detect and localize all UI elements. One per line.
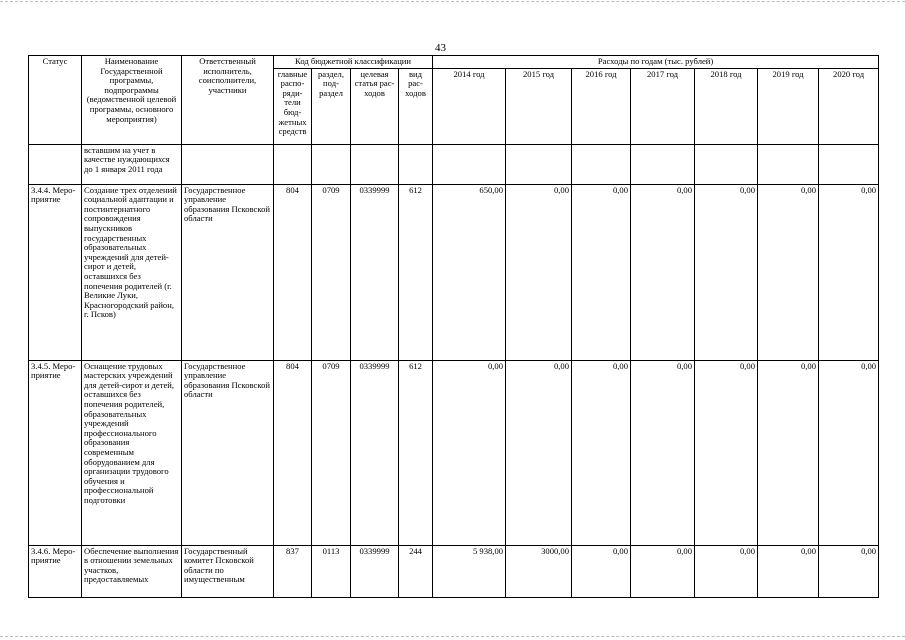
header-year-2017: 2017 год — [631, 68, 695, 144]
header-year-2020: 2020 год — [819, 68, 879, 144]
cell-status: 3.4.5. Меро-приятие — [29, 360, 82, 545]
table-row — [29, 360, 879, 545]
cell-name: Оснащение трудовых мастерских учреждений для детей-сирот и детей, оставшихся без попечения родителей, образовательных учреждений профессионального образования современным оборудованием для организации трудового обучения и профессиональной подготовки — [82, 360, 182, 545]
scan-edge-top — [0, 1, 905, 3]
header-status: Статус — [29, 56, 82, 145]
cell-2020 — [819, 144, 879, 184]
header-expenses: Расходы по годам (тыс. рублей) — [433, 56, 879, 69]
header-year-2019: 2019 год — [758, 68, 819, 144]
cell-code-article: 0339999 — [351, 545, 399, 597]
cell-code-section — [312, 144, 351, 184]
cell-executor — [182, 144, 274, 184]
header-code-article: целевая статья рас-ходов — [351, 68, 399, 144]
cell-2014: 0,00 — [433, 360, 506, 545]
header-code-grbs: главные распо-ряди-тели бюд-жетных средств — [274, 68, 312, 144]
cell-code-type: 612 — [399, 184, 433, 360]
cell-2014: 5 938,00 — [433, 545, 506, 597]
cell-status: 3.4.6. Меро-приятие — [29, 545, 82, 597]
cell-2015: 0,00 — [506, 360, 572, 545]
cell-code-grbs: 804 — [274, 184, 312, 360]
cell-2019: 0,00 — [758, 360, 819, 545]
cell-2016 — [572, 144, 631, 184]
cell-status — [29, 144, 82, 184]
cell-name: вставшим на учет в качестве нуждающихся до 1 января 2011 года — [82, 144, 182, 184]
cell-name: Обеспечение выполнения в отношении земельных участков, предоставляемых — [82, 545, 182, 597]
cell-code-grbs: 837 — [274, 545, 312, 597]
header-year-2015: 2015 год — [506, 68, 572, 144]
header-code-type: вид рас-ходов — [399, 68, 433, 144]
cell-2019: 0,00 — [758, 184, 819, 360]
header-year-2018: 2018 год — [695, 68, 758, 144]
cell-code-grbs — [274, 144, 312, 184]
cell-2018: 0,00 — [695, 184, 758, 360]
cell-2014: 650,00 — [433, 184, 506, 360]
cell-2018: 0,00 — [695, 545, 758, 597]
cell-2015: 0,00 — [506, 184, 572, 360]
table-row — [29, 184, 879, 360]
cell-code-article: 0339999 — [351, 360, 399, 545]
header-budget-code: Код бюджетной классификации — [274, 56, 433, 69]
cell-code-section: 0113 — [312, 545, 351, 597]
cell-2015: 3000,00 — [506, 545, 572, 597]
cell-2018: 0,00 — [695, 360, 758, 545]
header-year-2014: 2014 год — [433, 68, 506, 144]
cell-name: Создание трех отделений социальной адаптации и постинтернатного сопровождения выпускников государственных образовательных учреждений для детей-сирот и детей, оставшихся без попечения родителей (г. Великие Луки, Красногородский район, г. Псков) — [82, 184, 182, 360]
scan-edge-bottom — [0, 636, 905, 638]
cell-2019 — [758, 144, 819, 184]
cell-code-section: 0709 — [312, 360, 351, 545]
cell-2017: 0,00 — [631, 360, 695, 545]
cell-2017: 0,00 — [631, 545, 695, 597]
table-row — [29, 545, 879, 597]
cell-executor: Государственное управление образования Псковской области — [182, 360, 274, 545]
header-year-2016: 2016 год — [572, 68, 631, 144]
cell-2020: 0,00 — [819, 545, 879, 597]
cell-2018 — [695, 144, 758, 184]
cell-code-article — [351, 144, 399, 184]
header-executor: Ответственный исполнитель, соисполнители, участники — [182, 56, 274, 145]
budget-table — [28, 55, 879, 598]
cell-2016: 0,00 — [572, 360, 631, 545]
cell-2016: 0,00 — [572, 184, 631, 360]
cell-2015 — [506, 144, 572, 184]
cell-2020: 0,00 — [819, 360, 879, 545]
cell-2019: 0,00 — [758, 545, 819, 597]
cell-executor: Государственное управление образования Псковской области — [182, 184, 274, 360]
page-number: 43 — [435, 42, 446, 54]
cell-code-section: 0709 — [312, 184, 351, 360]
table-row — [29, 144, 879, 184]
cell-code-grbs: 804 — [274, 360, 312, 545]
cell-2017: 0,00 — [631, 184, 695, 360]
cell-code-type — [399, 144, 433, 184]
cell-2016: 0,00 — [572, 545, 631, 597]
cell-code-type: 244 — [399, 545, 433, 597]
cell-2014 — [433, 144, 506, 184]
header-row-1 — [29, 56, 879, 69]
cell-status: 3.4.4. Меро-приятие — [29, 184, 82, 360]
cell-code-article: 0339999 — [351, 184, 399, 360]
cell-executor: Государственный комитет Псковской области по имущественным — [182, 545, 274, 597]
cell-2017 — [631, 144, 695, 184]
header-code-section: раздел, под-раздел — [312, 68, 351, 144]
cell-2020: 0,00 — [819, 184, 879, 360]
header-name: Наименование Государственной программы, подпрограммы (ведомственной целевой программы, основного мероприятия) — [82, 56, 182, 145]
cell-code-type: 612 — [399, 360, 433, 545]
